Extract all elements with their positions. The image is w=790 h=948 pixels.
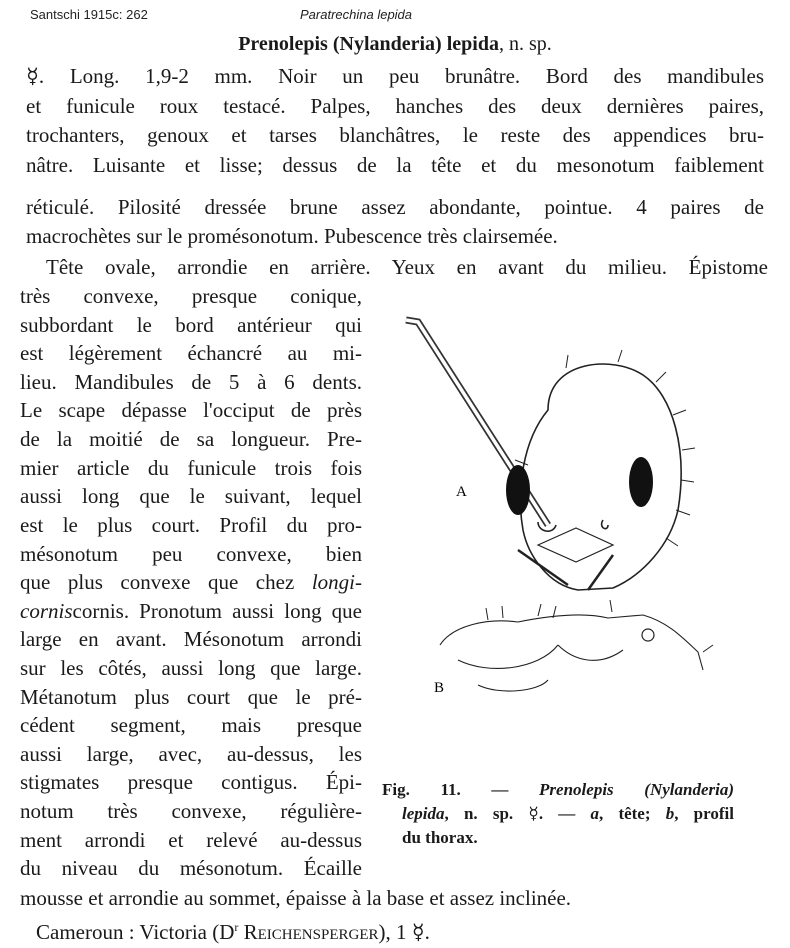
description-line: réticulé. Pilosité dressée brune assez abondante, pointue. 4 paires de <box>26 195 764 219</box>
caption-genus: Prenolepis (Nylanderia) <box>539 780 734 799</box>
thorax-hairs <box>486 604 713 652</box>
narrow-line: très convexe, presque conique, <box>20 284 362 308</box>
narrow-line-text: cornis. Pronotum aussi long que <box>72 599 362 623</box>
caption-line <box>382 802 734 826</box>
description-line: nâtre. Luisante et lisse; dessus de la tête et du mesonotum faiblement <box>26 153 764 177</box>
thorax-profile <box>440 615 703 691</box>
narrow-line: sur les côtés, aussi long que large. <box>20 656 362 680</box>
figure-11 <box>398 300 738 700</box>
thorax-spiracle <box>642 629 654 641</box>
narrow-line-text: que plus convexe que chez <box>20 570 312 594</box>
caption-species: lepida <box>402 804 445 823</box>
narrow-line: de la moitié de sa longueur. Pre- <box>20 427 362 451</box>
clypeus <box>538 528 613 562</box>
figure-caption <box>382 778 734 850</box>
species-title <box>0 33 790 56</box>
narrow-line: ment arrondi et relevé au-dessus <box>20 828 362 852</box>
head-outline <box>520 364 681 590</box>
narrow-line: notum très convexe, régulière- <box>20 799 362 823</box>
figure-label-b: B <box>434 680 445 696</box>
narrow-line: lieu. Mandibules de 5 à 6 dents. <box>20 370 362 394</box>
narrow-line: du niveau du mésonotum. Écaille <box>20 856 362 880</box>
description-line: trochanters, genoux et tarses blanchâtres, le reste des appendices bru- <box>26 123 764 147</box>
caption-line <box>382 778 734 802</box>
description-line: ☿. Long. 1,9-2 mm. Noir un peu brunâtre. Bord des mandibules <box>26 64 764 88</box>
narrow-line: subbordant le bord antérieur qui <box>20 313 362 337</box>
narrow-line: aussi large, avec, au-dessus, les <box>20 742 362 766</box>
description-line: Tête ovale, arrondie en arrière. Yeux en avant du milieu. Épistome <box>46 255 768 279</box>
narrow-line: est le plus court. Profil du pro- <box>20 513 362 537</box>
narrow-line: Le scape dépasse l'occiput de près <box>20 398 362 422</box>
narrow-line: large en avant. Mésonotum arrondi <box>20 627 362 651</box>
locality-dr-sup: r <box>234 920 239 934</box>
italic-cornis: cornis <box>20 599 73 623</box>
title-species: lepida <box>446 33 499 55</box>
narrow-line <box>20 568 362 596</box>
caption-a: a <box>590 804 599 823</box>
narrow-line: est légèrement échancré au mi- <box>20 341 362 365</box>
caption-b: b <box>665 804 675 823</box>
narrow-line: stigmates presque contigus. Épi- <box>20 770 362 794</box>
caption-fig: Fig. 11. — <box>382 780 540 799</box>
locality-prefix: Cameroun : Victoria (D <box>36 920 235 944</box>
italic-longi: longi- <box>311 570 362 594</box>
narrow-line: mier article du funicule trois fois <box>20 456 362 480</box>
title-subgenus: (Nylanderia) <box>332 33 442 55</box>
title-status: , n. sp. <box>498 33 552 55</box>
narrow-line: cédent segment, mais presque <box>20 713 362 737</box>
locality-suffix: ), 1 ☿. <box>378 920 430 944</box>
caption-line: du thorax. <box>402 828 478 847</box>
narrow-line: mésonotum peu convexe, bien <box>20 542 362 566</box>
current-name-header: Paratrechina lepida <box>300 7 413 22</box>
caption-profil: , profil <box>674 804 734 823</box>
description-line: macrochètes sur le promésonotum. Pubescence très clairsemée. <box>26 224 558 248</box>
figure-label-a: A <box>456 484 467 500</box>
eye-left <box>506 465 530 515</box>
narrow-line: aussi long que le suivant, lequel <box>20 484 362 508</box>
title-genus: Prenolepis <box>238 33 328 55</box>
description-line: et funicule roux testacé. Palpes, hanches des deux dernières paires, <box>26 94 764 118</box>
locality-collector: Reichensperger <box>243 920 379 944</box>
caption-rest1: , n. sp. ☿. — <box>444 804 591 823</box>
closing-line: mousse et arrondie au sommet, épaisse à la base et assez inclinée. <box>20 886 572 910</box>
eye-right <box>629 457 653 507</box>
narrow-line: Métanotum plus court que le pré- <box>20 685 362 709</box>
antenna-socket-right <box>602 520 608 529</box>
head-hairs <box>510 350 695 612</box>
citation-header: Santschi 1915c: 262 <box>30 7 148 22</box>
narrow-line <box>20 597 362 625</box>
ant-illustration <box>398 300 738 700</box>
caption-tete: , tête; <box>598 804 666 823</box>
locality-line <box>36 913 430 946</box>
